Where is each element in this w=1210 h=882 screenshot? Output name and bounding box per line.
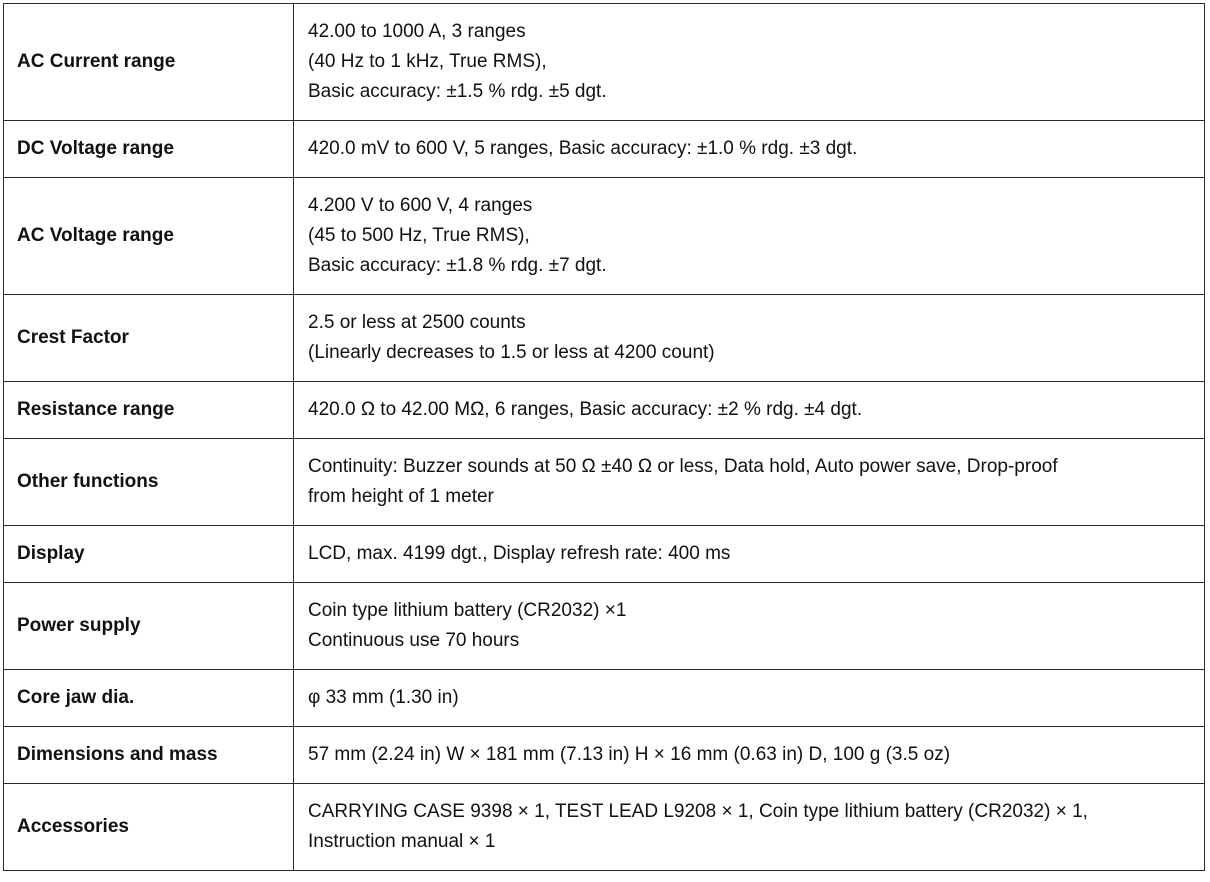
spec-label: Power supply bbox=[4, 583, 294, 670]
spec-value-line: Continuous use 70 hours bbox=[308, 630, 520, 651]
spec-value-line: 57 mm (2.24 in) W × 181 mm (7.13 in) H × 16 mm (0.63 in) D, 100 g (3.5 oz) bbox=[308, 744, 951, 765]
spec-label: DC Voltage range bbox=[4, 121, 294, 178]
spec-label: Display bbox=[4, 526, 294, 583]
spec-label: Accessories bbox=[4, 784, 294, 871]
spec-label: Other functions bbox=[4, 439, 294, 526]
spec-row-ac-voltage-range bbox=[4, 178, 1205, 295]
spec-value-line: 2.5 or less at 2500 counts bbox=[308, 312, 526, 333]
spec-value-line: (45 to 500 Hz, True RMS), bbox=[308, 225, 530, 246]
spec-value bbox=[294, 439, 1205, 526]
spec-value-line: (40 Hz to 1 kHz, True RMS), bbox=[308, 51, 547, 72]
spec-value bbox=[294, 784, 1205, 871]
spec-row-other-functions bbox=[4, 439, 1205, 526]
spec-value-line: 420.0 mV to 600 V, 5 ranges, Basic accuracy: ±1.0 % rdg. ±3 dgt. bbox=[308, 138, 858, 159]
spec-row-power-supply bbox=[4, 583, 1205, 670]
specifications-table bbox=[3, 3, 1205, 871]
spec-value bbox=[294, 295, 1205, 382]
spec-row-dc-voltage-range bbox=[4, 121, 1205, 178]
spec-label: AC Current range bbox=[4, 4, 294, 121]
spec-value-line: 42.00 to 1000 A, 3 ranges bbox=[308, 21, 526, 42]
spec-value-line: LCD, max. 4199 dgt., Display refresh rate: 400 ms bbox=[308, 543, 731, 564]
spec-value bbox=[294, 583, 1205, 670]
spec-value bbox=[294, 382, 1205, 439]
spec-label: Crest Factor bbox=[4, 295, 294, 382]
spec-value-line: Instruction manual × 1 bbox=[308, 831, 496, 852]
spec-value-line: φ 33 mm (1.30 in) bbox=[308, 687, 459, 708]
spec-label: AC Voltage range bbox=[4, 178, 294, 295]
spec-value bbox=[294, 121, 1205, 178]
spec-label: Core jaw dia. bbox=[4, 670, 294, 727]
spec-value-line: from height of 1 meter bbox=[308, 486, 494, 507]
spec-value-line: 4.200 V to 600 V, 4 ranges bbox=[308, 195, 533, 216]
spec-value bbox=[294, 670, 1205, 727]
spec-row-display bbox=[4, 526, 1205, 583]
spec-value-line: Basic accuracy: ±1.5 % rdg. ±5 dgt. bbox=[308, 81, 607, 102]
spec-value-line: (Linearly decreases to 1.5 or less at 4200 count) bbox=[308, 342, 715, 363]
spec-value bbox=[294, 178, 1205, 295]
spec-row-core-jaw-dia bbox=[4, 670, 1205, 727]
spec-value-line: 420.0 Ω to 42.00 MΩ, 6 ranges, Basic accuracy: ±2 % rdg. ±4 dgt. bbox=[308, 399, 863, 420]
spec-row-accessories bbox=[4, 784, 1205, 871]
spec-row-resistance-range bbox=[4, 382, 1205, 439]
spec-value-line: Coin type lithium battery (CR2032) ×1 bbox=[308, 600, 627, 621]
spec-label: Resistance range bbox=[4, 382, 294, 439]
spec-row-dimensions-and-mass bbox=[4, 727, 1205, 784]
spec-value-line: Continuity: Buzzer sounds at 50 Ω ±40 Ω or less, Data hold, Auto power save, Drop-proof bbox=[308, 456, 1058, 477]
spec-label: Dimensions and mass bbox=[4, 727, 294, 784]
spec-row-crest-factor bbox=[4, 295, 1205, 382]
spec-row-ac-current-range bbox=[4, 4, 1205, 121]
spec-value-line: CARRYING CASE 9398 × 1, TEST LEAD L9208 × 1, Coin type lithium battery (CR2032) × 1, bbox=[308, 801, 1088, 822]
spec-value-line: Basic accuracy: ±1.8 % rdg. ±7 dgt. bbox=[308, 255, 607, 276]
spec-value bbox=[294, 727, 1205, 784]
spec-value bbox=[294, 526, 1205, 583]
spec-value bbox=[294, 4, 1205, 121]
